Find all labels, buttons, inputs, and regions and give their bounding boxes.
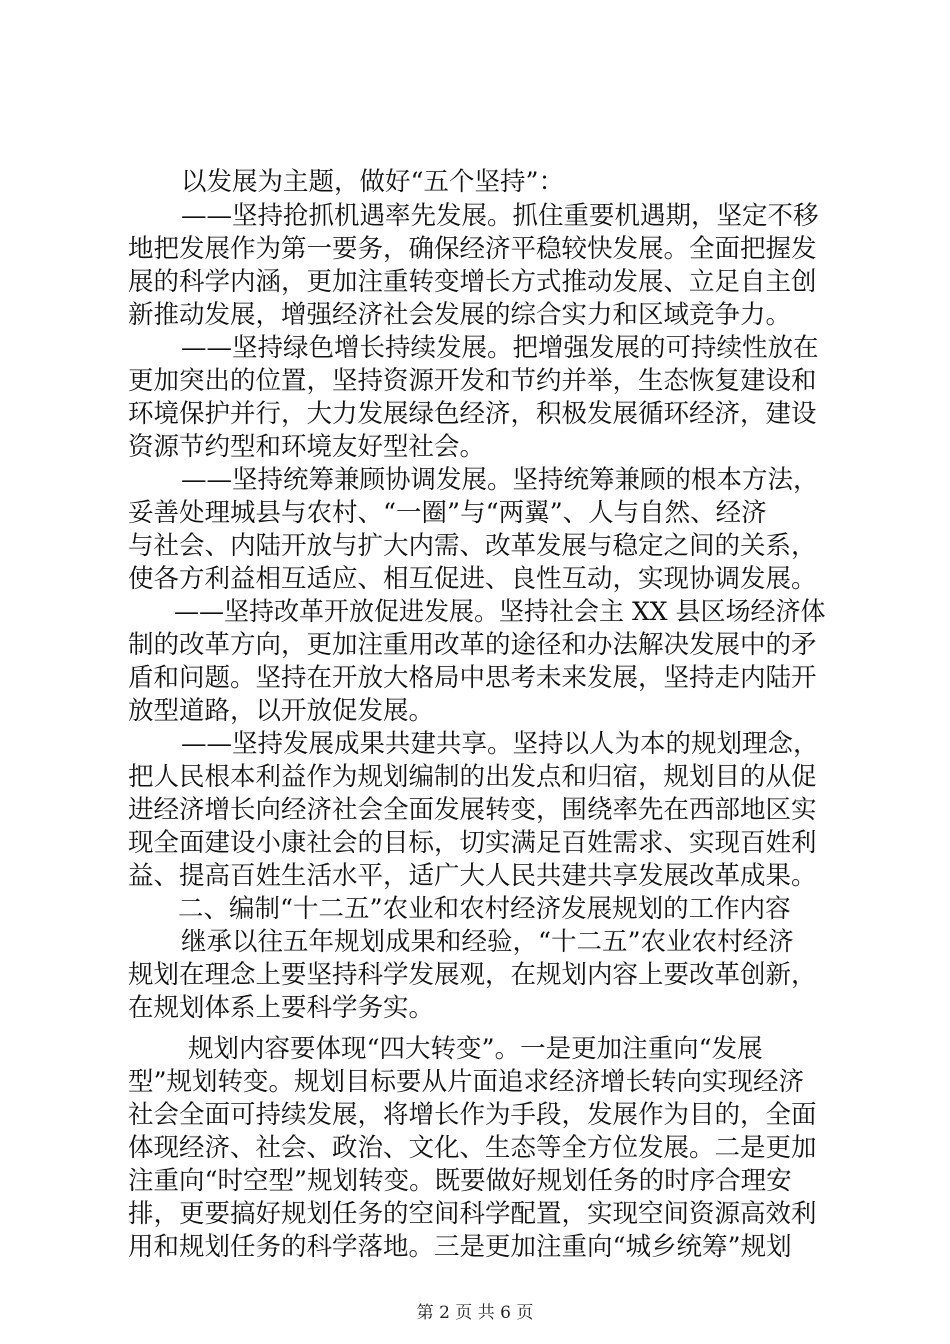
text-line: 以发展为主题，做好“五个坚持”： xyxy=(181,167,565,197)
text-line: 与社会、内陆开放与扩大内需、改革发展与稳定之间的关系， xyxy=(128,531,817,561)
text-line: ——坚持抢抓机遇率先发展。抓住重要机遇期，坚定不移 xyxy=(181,201,819,231)
text-line: 地把发展作为第一要务，确保经济平稳较快发展。全面把握发 xyxy=(128,234,817,264)
text-line: ——坚持统筹兼顾协调发展。坚持统筹兼顾的根本方法， xyxy=(181,465,819,495)
text-line: 更加突出的位置，坚持资源开发和节约并举，生态恢复建设和 xyxy=(128,366,817,396)
page-footer xyxy=(0,1303,950,1323)
text-line: ——坚持改革开放促进发展。坚持社会主 XX 县区场经济体 xyxy=(174,597,826,627)
text-line: ——坚持绿色增长持续发展。把增强发展的可持续性放在 xyxy=(181,333,819,363)
text-line: 规划在理念上要坚持科学发展观，在规划内容上要改革创新， xyxy=(128,960,817,990)
text-line: 社会全面可持续发展，将增长作为手段，发展作为目的，全面 xyxy=(128,1100,817,1130)
text-line: 体现经济、社会、政治、文化、生态等全方位发展。二是更加 xyxy=(128,1133,817,1163)
text-line: 妥善处理城县与农村、“一圈”与“两翼”、人与自然、经济 xyxy=(128,498,767,528)
text-line: 展的科学内涵，更加注重转变增长方式推动发展、立足自主创 xyxy=(128,267,817,297)
text-line: 使各方利益相互适应、相互促进、良性互动，实现协调发展。 xyxy=(128,564,817,594)
text-line: 资源节约型和环境友好型社会。 xyxy=(128,432,486,462)
page-number: 第 2 页 共 6 页 xyxy=(416,1303,534,1323)
text-line: 继承以往五年规划成果和经验，“十二五”农业农村经济 xyxy=(181,927,794,957)
text-line: 环境保护并行，大力发展绿色经济，积极发展循环经济，建设 xyxy=(128,399,817,429)
section-heading: 二、编制“十二五”农业和农村经济发展规划的工作内容 xyxy=(178,894,791,924)
text-line: 益、提高百姓生活水平，适广大人民共建共享发展改革成果。 xyxy=(128,861,817,891)
text-line: 排，更要搞好规划任务的空间科学配置，实现空间资源高效利 xyxy=(128,1199,817,1229)
text-line: 规划内容要体现“四大转变”。一是更加注重向“发展 xyxy=(188,1034,763,1064)
text-line: 制的改革方向，更加注重用改革的途径和办法解决发展中的矛 xyxy=(128,630,817,660)
text-line: ——坚持发展成果共建共享。坚持以人为本的规划理念， xyxy=(181,729,819,759)
text-line: 把人民根本利益作为规划编制的出发点和归宿，规划目的从促 xyxy=(128,762,817,792)
text-line: 在规划体系上要科学务实。 xyxy=(128,993,435,1023)
text-line: 盾和问题。坚持在开放大格局中思考未来发展，坚持走内陆开 xyxy=(128,663,817,693)
text-line: 注重向“时空型”规划转变。既要做好规划任务的时序合理安 xyxy=(128,1166,792,1196)
text-line: 新推动发展，增强经济社会发展的综合实力和区域竞争力。 xyxy=(128,300,792,330)
text-line: 进经济增长向经济社会全面发展转变，围绕率先在西部地区实 xyxy=(128,795,817,825)
text-line: 放型道路，以开放促发展。 xyxy=(128,696,435,726)
text-line: 用和规划任务的科学落地。三是更加注重向“城乡统筹”规划 xyxy=(128,1232,792,1262)
text-line: 型”规划转变。规划目标要从片面追求经济增长转向实现经济 xyxy=(128,1067,805,1097)
text-line: 现全面建设小康社会的目标，切实满足百姓需求、实现百姓利 xyxy=(128,828,817,858)
